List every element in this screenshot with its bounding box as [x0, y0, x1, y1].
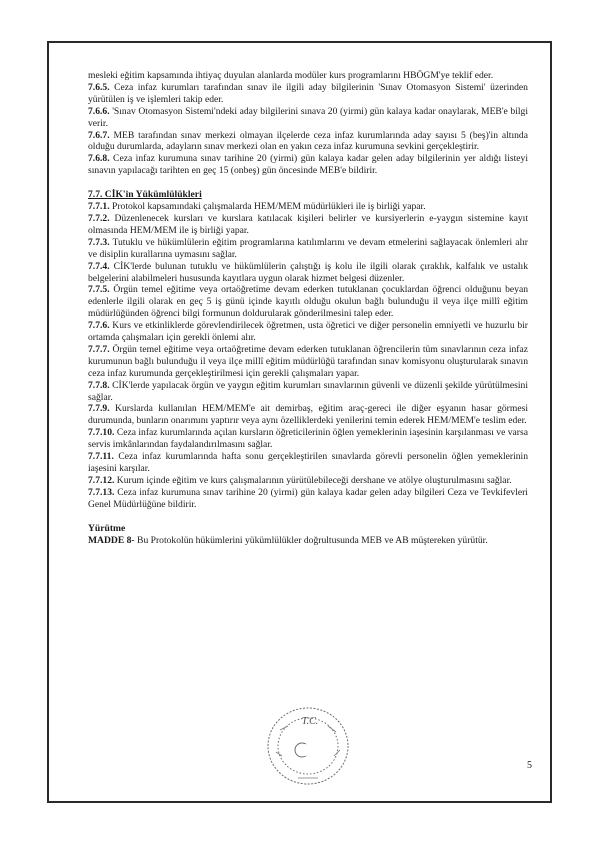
item-7-7-11: 7.7.11. Ceza infaz kurumlarında hafta sonu gerçekleştirilen sınavlarda görevli personelin öğlen yemeklerinin iaşesini karşılar.: [88, 451, 529, 474]
item-7-7-13: 7.7.13. Ceza infaz kurumuna sınav tarihine 20 (yirmi) gün kalaya kadar gelen aday bilgileri Ceza ve Tevkifevleri Genel Müdürlüğüne bildirir.: [88, 486, 528, 510]
madde-8: MADDE 8- Bu Protokolün hükümlerini yükümlülükler doğrultusunda MEB ve AB müştereken yürütür.: [88, 534, 488, 546]
item-7-7-8: 7.7.8. CİK'lerde yapılacak örgün ve yaygın eğitim kurumları sınavlarının güvenli ve düzenli şekilde yürütülmesini sağlar.: [88, 379, 528, 403]
seal-label: T.C.: [301, 716, 319, 727]
item-7-7-4: 7.7.4. CİK'lerde bulunan tutuklu ve hükümlülerin çalıştığı iş kolu ile ilgili olarak çıraklık, kalfalık ve ustalık belgelerini alabilmeleri hususunda kayıtlara uygun olarak hizmet belgesi düzenler.: [88, 260, 528, 284]
item-7-7-5: 7.7.5. Örgün temel eğitime veya ortaöğretime devam ederken tutuklanan çocuklardan öğrenci olduğunu beyan edenlerle ilgili olarak en geç 5 iş günü içinde kayıtlı olduğu okulun bağlı bulunduğu il veya ilçe millî eğitim müdürlüğünden öğrenci bilgi formunun doldurularak gönderilmesini talep eder.: [88, 284, 528, 320]
paragraph-7-6-6: 7.6.6. 'Sınav Otomasyon Sistemi'ndeki aday bilgilerini sınava 20 (yirmi) gün kalaya kadar onaylarak, MEB'e bilgi verir.: [88, 105, 528, 129]
page-number: 5: [527, 760, 532, 771]
paragraph-7-6-5: 7.6.5. Ceza infaz kurumları tarafından sınav ile ilgili aday bilgilerinin 'Sınav Otomasyon Sistemi' üzerinden yürütülen iş ve işlemleri takip eder.: [88, 81, 528, 105]
item-7-7-12: 7.7.12. Kurum içinde eğitim ve kurs çalışmalarının yürütülebileceği dershane ve atölye oluşturulmasını sağlar.: [88, 474, 512, 486]
item-7-7-9: 7.7.9. Kurslarda kullanılan HEM/MEM'e ait demirbaş, eğitim araç-gereci ile diğer eşyanın hasar görmesi durumunda, bunların onarımını yaptırır veya aynı özelliklerdeki yenilerini temin ederek HEM/MEM'e teslim eder.: [88, 403, 528, 427]
item-7-7-3: 7.7.3. Tutuklu ve hükümlülerin eğitim programlarına katılımlarını ve devam etmelerini sağlayacak önlemleri alır ve disiplin kurallarına uymasını sağlar.: [88, 236, 528, 260]
section-heading-7-7: 7.7. CİK'in Yükümlülükleri: [88, 189, 202, 201]
item-7-7-10: 7.7.10. Ceza infaz kurumlarında açılan kursların öğreticilerinin öğlen yemeklerinin iaşesinin karşılanması ve varsa servis imkânlarından faydalandırılmasını sağlar.: [88, 427, 528, 451]
official-seal-stamp: [258, 700, 358, 790]
item-7-7-6: 7.7.6. Kurs ve etkinliklerde görevlendirilecek öğretmen, usta öğretici ve diğer personelin emniyetli ve huzurlu bir ortamda çalışmaları için gerekli önlemi alır.: [88, 320, 528, 344]
paragraph-7-6-4-cont: mesleki eğitim kapsamında ihtiyaç duyulan alanlarda modüler kurs programlarını HBÖGM'ye teklif eder.: [88, 70, 494, 81]
item-7-7-1: 7.7.1. Protokol kapsamındaki çalışmalarda HEM/MEM müdürlükleri ile iş birliği yapar.: [88, 201, 426, 213]
yurutme-heading: Yürütme: [88, 522, 126, 534]
paragraph-7-6-7: 7.6.7. MEB tarafından sınav merkezi olmayan ilçelerde ceza infaz kurumlarında aday sayısı 5 (beş)'in altında olduğu durumlarda, adayların sınav merkezi olan en yakın ceza infaz kurumuna sevkini gerçekleştirir.: [88, 129, 528, 153]
paragraph-7-6-8: 7.6.8. Ceza infaz kurumuna sınav tarihine 20 (yirmi) gün kalaya kadar gelen aday bilgilerinin yer aldığı listeyi sınavın yapılacağı tarihten en geç 15 (onbeş) gün öncesinde MEB'e bildirir.: [88, 153, 529, 177]
item-7-7-2: 7.7.2. Düzenlenecek kursları ve kurslara katılacak kişileri belirler ve kursiyerlerin e-yaygın sistemine kayıt olmasında HEM/MEM ile iş birliği yapar.: [88, 212, 528, 236]
document-body: [88, 70, 528, 546]
item-7-7-7: 7.7.7. Örgün temel eğitime veya ortaöğretime devam ederken tutuklanan öğrencilerin tüm sınavlarının ceza infaz kurumunun bağlı bulunduğu il veya ilçe millî eğitim müdürlüğü tarafından sınav komisyonu oluşturularak sınavın ceza infaz kurumunda gerçekleştirilmesi için gerekli çalışmaları yapar.: [88, 343, 528, 379]
